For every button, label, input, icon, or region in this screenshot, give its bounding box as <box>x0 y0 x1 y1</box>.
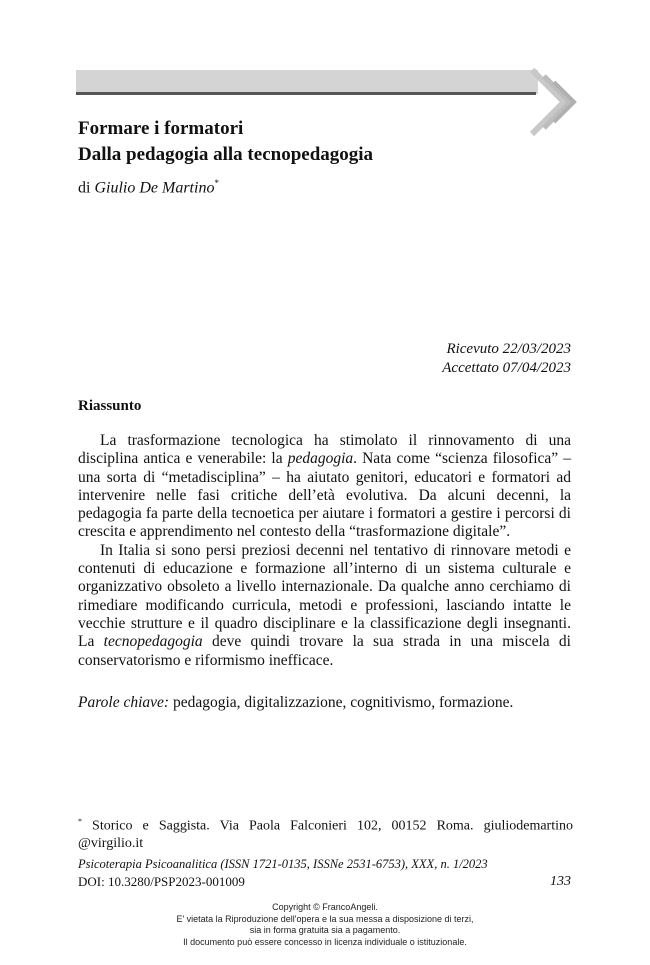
copyright-notice <box>0 902 650 948</box>
article-title <box>78 116 373 168</box>
author-prefix: di <box>78 179 95 197</box>
header-band <box>76 70 538 94</box>
abstract-paragraph-2 <box>78 542 571 670</box>
title-line-2: Dalla pedagogia alla tecnopedagogia <box>78 144 374 165</box>
abstract-p1-text-a: La trasformazione tecnologica ha stimolato il rinnovamento di una disciplina antica e venerabile: la <box>78 432 571 468</box>
copyright-line-2: E' vietata la Riproduzione dell'opera e la sua messa a disposizione di terzi, <box>176 913 474 924</box>
footnote-text: Storico e Saggista. Via Paola Falconieri 102, 00152 Roma. giuliodemartino @virgilio.it <box>78 818 573 851</box>
author-name: Giulio De Martino <box>94 179 215 197</box>
keywords <box>78 694 513 712</box>
abstract-body <box>78 432 571 670</box>
journal-citation: Psicoterapia Psicoanalitica (ISSN 1721-0135, ISSNe 2531-6753), XXX, n. 1/2023 <box>78 857 488 871</box>
abstract-p2-text-b: deve quindi trovare la sua strada in una miscela di conservatorismo e riformismo inefficace. <box>78 633 571 669</box>
abstract-paragraph-1 <box>78 432 571 542</box>
title-line-1: Formare i formatori <box>78 118 244 139</box>
keywords-list: pedagogia, digitalizzazione, cognitivismo, formazione. <box>169 694 514 711</box>
doi: DOI: 10.3280/PSP2023-001009 <box>78 874 245 889</box>
author-byline <box>78 178 219 197</box>
copyright-line-4: Il documento può essere concesso in licenza individuale o istituzionale. <box>183 936 467 947</box>
accepted-date: Accettato 07/04/2023 <box>442 360 571 376</box>
chevron-decoration-icon <box>528 66 580 138</box>
copyright-line-1: Copyright © FrancoAngeli. <box>272 902 378 912</box>
author-footnote-mark: * <box>214 178 219 188</box>
abstract-heading: Riassunto <box>78 398 142 414</box>
footnote-mark: * <box>78 817 82 826</box>
keywords-label: Parole chiave: <box>78 694 170 711</box>
copyright-line-3: sia in forma gratuita sia a pagamento. <box>249 925 401 935</box>
received-date: Ricevuto 22/03/2023 <box>446 341 571 357</box>
abstract-p1-italic: pedagogia <box>287 450 354 468</box>
abstract-p2-italic: tecnopedagogia <box>103 633 203 651</box>
author-footnote <box>78 813 573 852</box>
page-number: 133 <box>550 874 571 889</box>
submission-dates <box>442 340 571 378</box>
header-rule <box>76 92 536 95</box>
abstract-p1-text-b: . Nata come “scienza filosofica” – una sorta di “metadisciplina” – ha aiutato genitori, educatori e formatori ad intervenire nelle fasi critiche dell’età evolutiva. Da alcuni decenni, la pedagogia fa parte della tecnoetica per aiutare i formatori a gestire i percorsi di crescita e apprendimento nel contesto della “trasformazione digitale”. <box>78 450 571 541</box>
abstract-p2-text-a: In Italia si sono persi preziosi decenni nel tentativo di rinnovare metodi e contenuti di educazione e formazione all’interno di un sistema culturale e organizzativo obsoleto a livello internazionale. Da qualche anno cerchiamo di rimediare modificando curricula, metodi e professioni, lasciando intatte le vecchie strutture e il quadro disciplinare e la classificazione degli insegnanti. La <box>78 541 571 651</box>
